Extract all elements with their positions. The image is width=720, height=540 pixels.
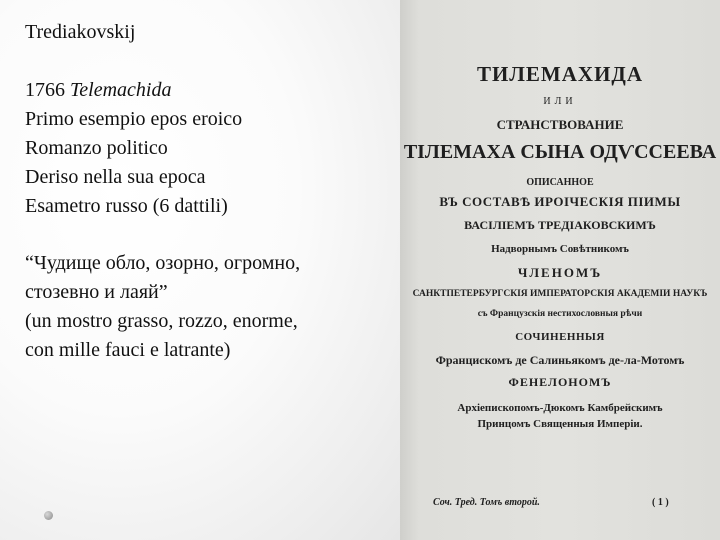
page-line: съ Французскія нестихословныя рѣчи	[477, 309, 643, 319]
note-line: Primo esempio epos eroico	[25, 108, 243, 130]
page-line: Принцомъ Священныя Имперіи.	[477, 418, 643, 430]
info-block	[25, 76, 242, 221]
work-title: Telemachida	[70, 79, 172, 101]
page-line: СОЧИНЕННЫЯ	[515, 331, 605, 343]
page-line: Надворнымъ Совѣтникомъ	[491, 243, 629, 255]
page-line: СТРАНСТВОВАНИЕ	[496, 117, 624, 132]
page-footer-signature: Соч. Тред. Томъ второй.	[433, 497, 540, 508]
note-line: Esametro russo (6 dattili)	[25, 195, 228, 217]
title-page-image	[400, 0, 720, 540]
page-line: ФЕНЕЛОНОМЪ	[508, 375, 612, 389]
translation-line: con mille fauci e latrante)	[25, 339, 231, 361]
page-line: Францискомъ де Салиньякомъ де-ла-Мотомъ	[435, 353, 685, 367]
page-line: Архіепископомъ-Дюкомъ Камбрейскимъ	[457, 402, 663, 414]
page-line: ВАСІЛІЕМЪ ТРЕДІАКОВСКИМЪ	[464, 218, 656, 232]
translation-line: (un mostro grasso, rozzo, enorme,	[25, 310, 298, 332]
work-year: 1766	[25, 79, 65, 101]
page-line: ВЪ СОСТАВѢ ИРОІЧЕСКІЯ ПІИМЫ	[439, 194, 681, 209]
page-line: ОПИСАННОЕ	[526, 177, 594, 188]
quote-line: “Чудище обло, озорно, огромно,	[25, 252, 301, 274]
page-number: ( 1 )	[652, 497, 669, 508]
bullet-dot-icon	[44, 511, 53, 520]
note-line: Romanzo politico	[25, 137, 168, 159]
quote-line: стозевно и лаяй”	[25, 281, 168, 303]
page-line: САНКТПЕТЕРБУРГСКІЯ ИМПЕРАТОРСКІЯ АКАДЕМІИ НАУКЪ	[412, 289, 708, 299]
page-line: ИЛИ	[543, 96, 577, 107]
note-line: Deriso nella sua epoca	[25, 166, 206, 188]
page-line: ЧЛЕНОМЪ	[517, 265, 603, 280]
book-title: ТИЛЕМАХИДА	[476, 62, 644, 86]
work-line	[25, 76, 242, 105]
slide-title: Trediakovskij	[25, 21, 136, 43]
quote-block	[25, 249, 300, 365]
page-line: ТІЛЕМАХА СЫНА ОДѴССЕЕВА	[403, 141, 717, 163]
